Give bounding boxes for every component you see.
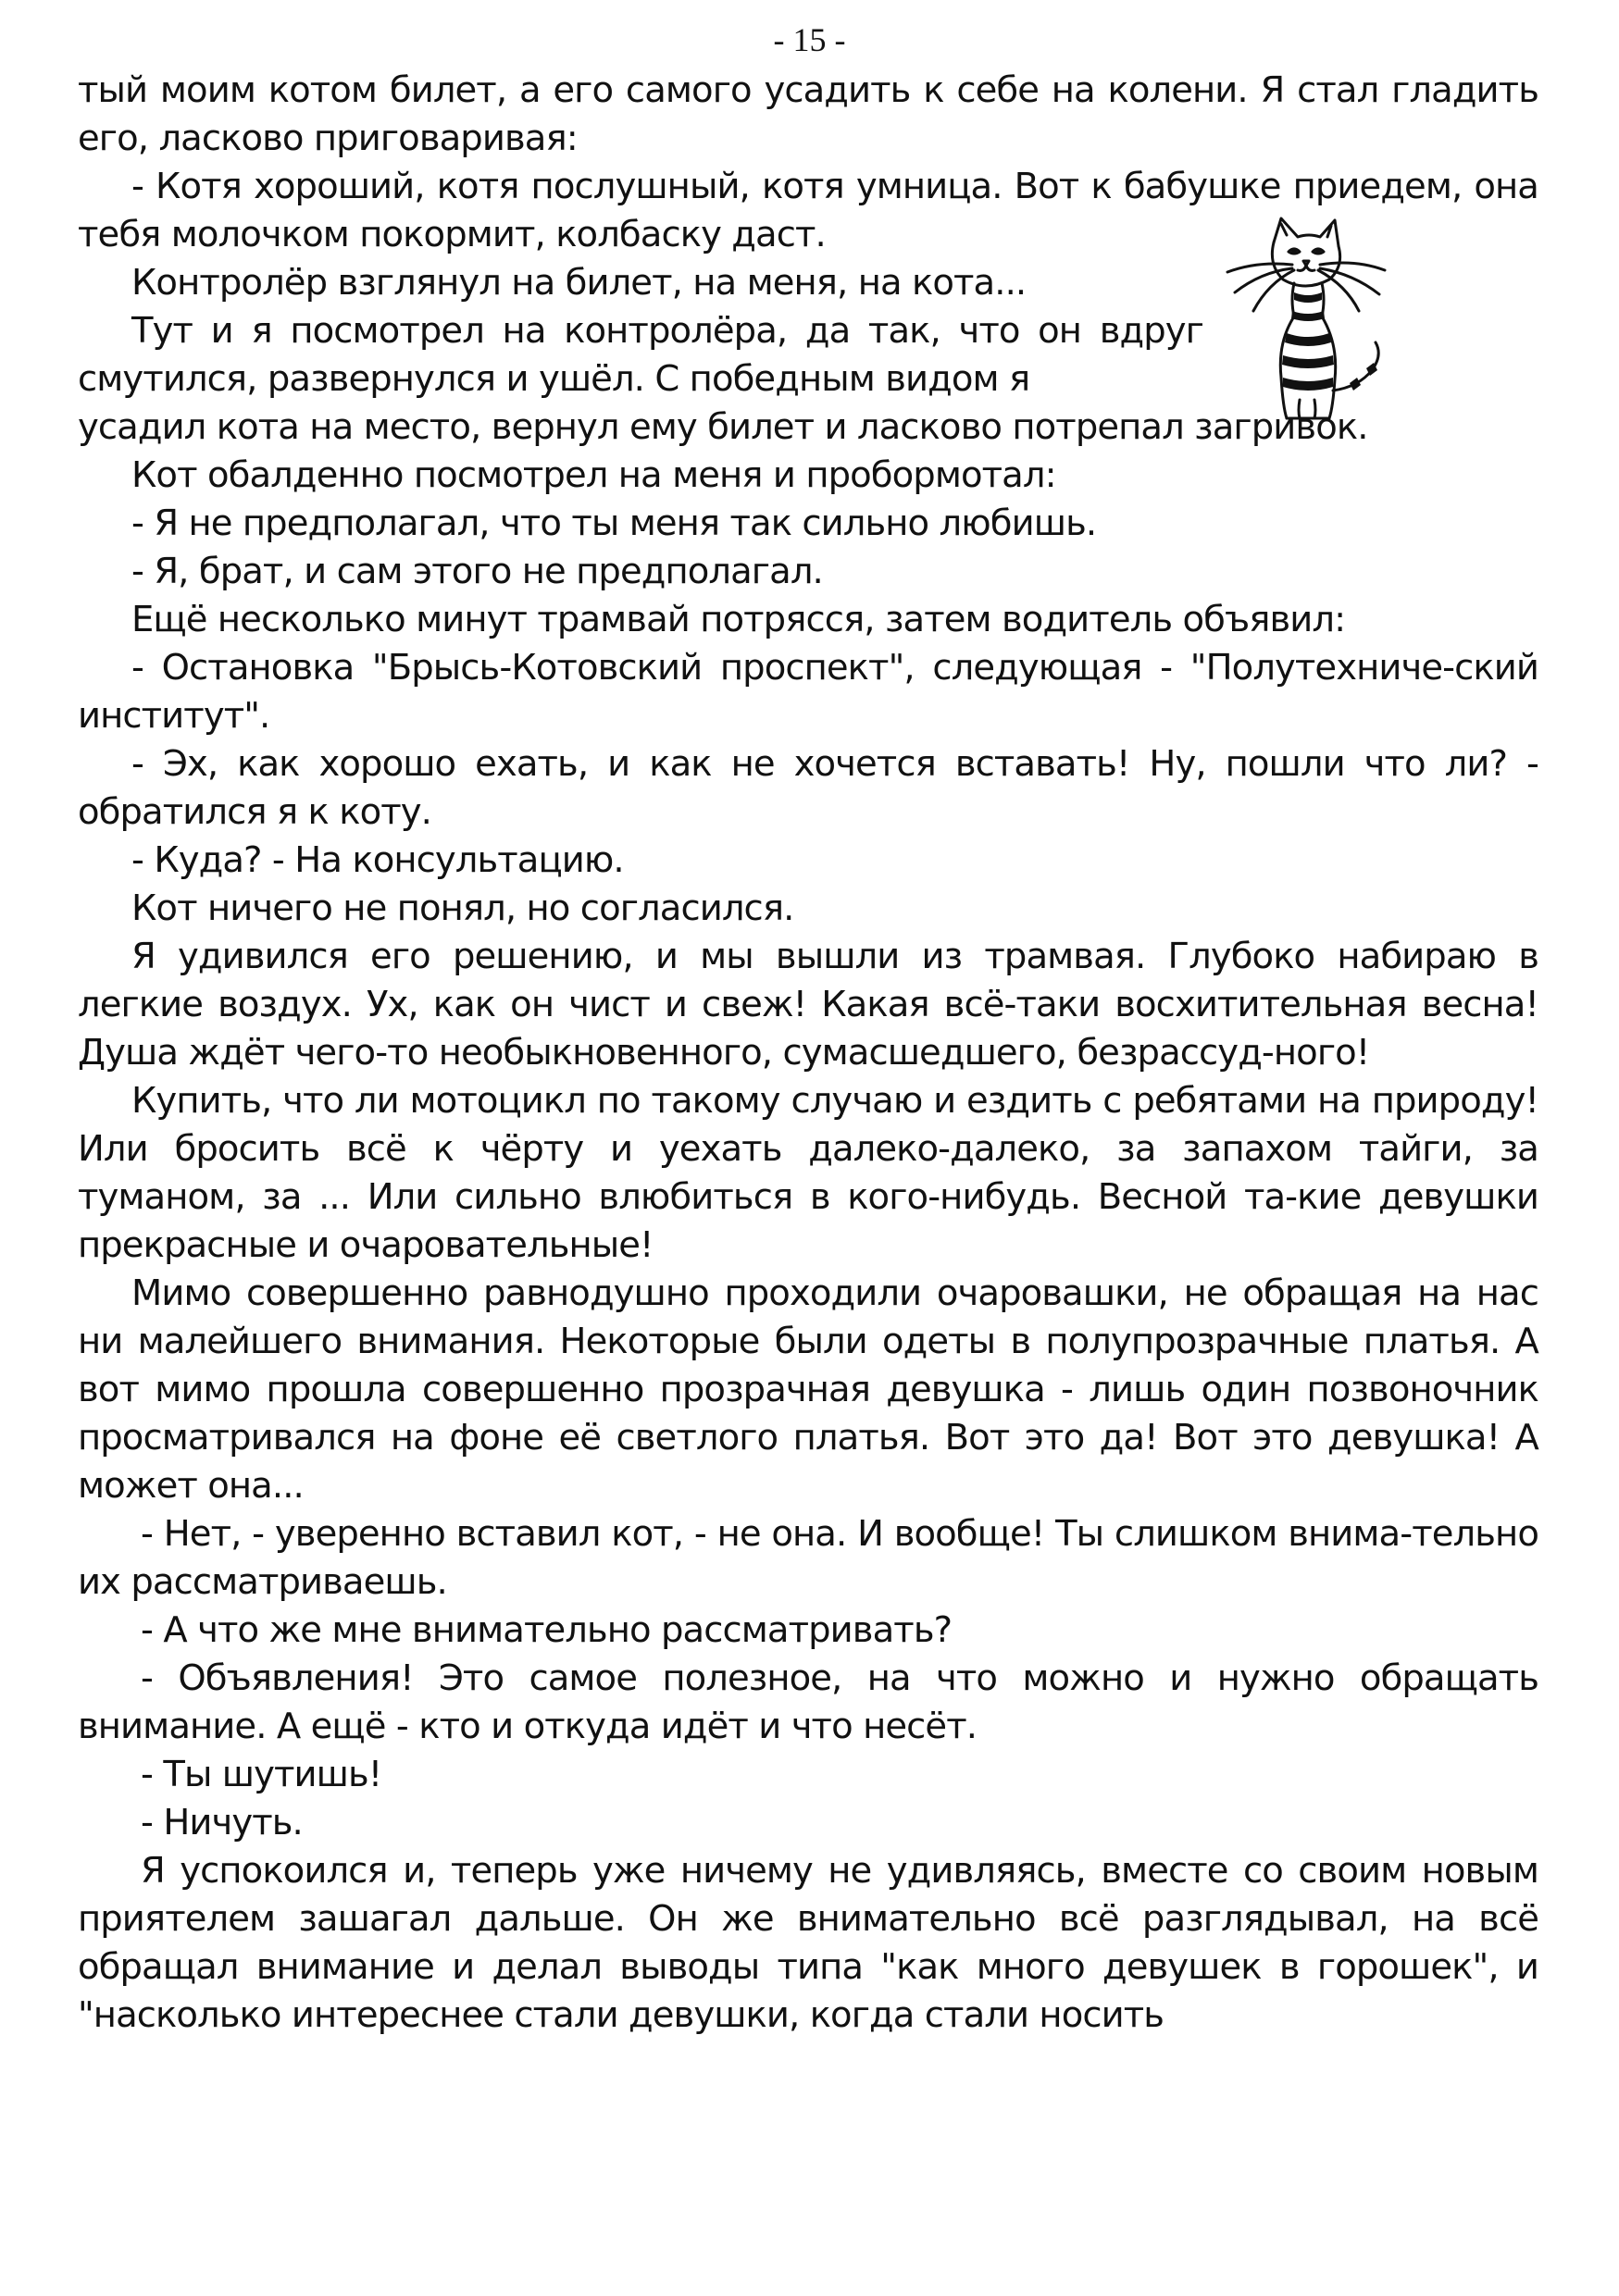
paragraph: Кот ничего не понял, но согласился. bbox=[131, 887, 794, 929]
paragraph: - Ты шутишь! bbox=[141, 1754, 382, 1795]
paragraph: - Эх, как хорошо ехать, и как не хочется вставать! Ну, пошли что ли? - обратился я к коту. bbox=[78, 743, 1538, 833]
paragraph: - Ничуть. bbox=[141, 1802, 303, 1843]
paragraph: - Остановка "Брысь-Котовский проспект", следующая - "Полутехниче-ский институт". bbox=[78, 647, 1538, 737]
paragraph: - Я, брат, и сам этого не предполагал. bbox=[131, 551, 823, 592]
body-text bbox=[78, 67, 1538, 2040]
paragraph: тый моим котом билет, а его самого усадить к себе на колени. Я стал гладить его, ласково приговаривая: bbox=[78, 69, 1538, 159]
paragraph: Я успокоился и, теперь уже ничему не удивляясь, вместе со своим новым приятелем зашагал дальше. Он же внимательно всё разглядывал, на всё обращал внимание и делал выводы типа "как много девушек в горошек", и "насколько интереснее стали девушки, когда стали носить bbox=[78, 1850, 1538, 2036]
paragraph: Я удивился его решению, и мы вышли из трамвая. Глубоко набираю в легкие воздух. Ух, как он чист и свеж! Какая всё-таки восхитительная весна! Душа ждёт чего-то необыкновенного, сумасшедшего, безрассуд-ного! bbox=[78, 936, 1538, 1074]
paragraph: Купить, что ли мотоцикл по такому случаю и ездить с ребятами на природу! Или бросить всё к чёрту и уехать далеко-далеко, за запахом тайги, за туманом, за ... Или сильно влюбиться в кого-нибудь. Весной та-кие девушки прекрасные и очаровательные! bbox=[78, 1080, 1538, 1266]
page-number: - 15 - bbox=[773, 21, 846, 58]
paragraph: Мимо совершенно равнодушно проходили очаровашки, не обращая на нас ни малейшего внимания. Некоторые были одеты в полупрозрачные платья. А вот мимо прошла совершенно прозрачная девушка - лишь один позвоночник просматривался на фоне её светлого платья. Вот это да! Вот это девушка! А может она... bbox=[78, 1272, 1538, 1507]
paragraph: - Объявления! Это самое полезное, на что можно и нужно обращать внимание. А ещё - кто и откуда идёт и что несёт. bbox=[78, 1657, 1538, 1747]
paragraph: Тут и я посмотрел на контролёра, да так, что он вдруг смутился, развернулся и ушёл. С победным видом я bbox=[78, 310, 1203, 400]
paragraph: Контролёр взглянул на билет, на меня, на кота... bbox=[131, 262, 1027, 304]
paragraph: усадил кота на место, вернул ему билет и ласково потрепал загривок. bbox=[78, 406, 1368, 448]
paragraph: - Куда? - На консультацию. bbox=[131, 839, 624, 881]
paragraph: Ещё несколько минут трамвай потрясся, затем водитель объявил: bbox=[131, 599, 1346, 640]
paragraph: - Я не предполагал, что ты меня так сильно любишь. bbox=[131, 503, 1097, 544]
paragraph: - Котя хороший, котя послушный, котя умница. Вот к бабушке приедем, она тебя молочком покормит, колбаску даст. bbox=[78, 166, 1538, 255]
paragraph: - Нет, - уверенно вставил кот, - не она. И вообще! Ты слишком внима-тельно их рассматриваешь. bbox=[78, 1513, 1538, 1603]
paragraph: Кот обалденно посмотрел на меня и пробормотал: bbox=[131, 454, 1056, 496]
paragraph: - А что же мне внимательно рассматривать? bbox=[141, 1609, 953, 1651]
